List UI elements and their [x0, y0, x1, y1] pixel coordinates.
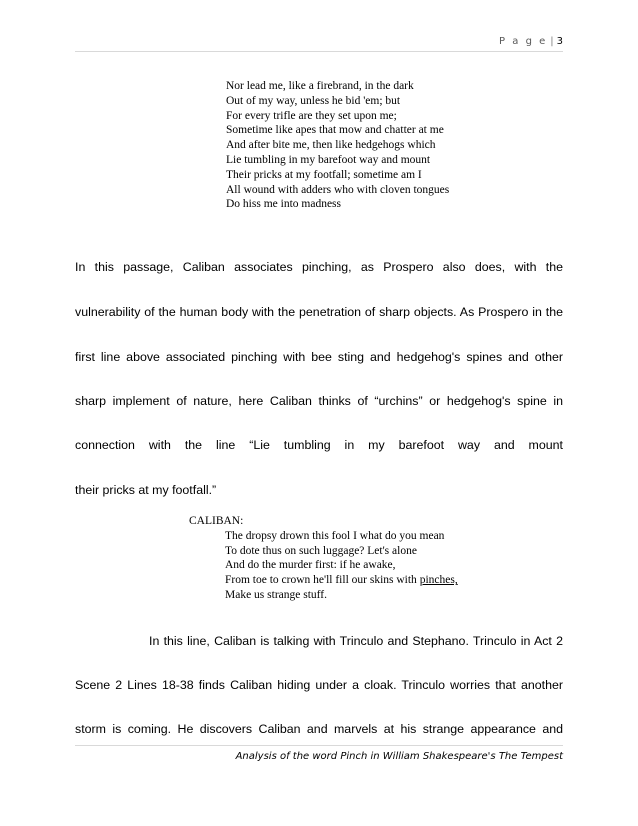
page-label: P a g e — [499, 36, 548, 47]
page-header — [75, 36, 563, 52]
paragraph-1-line: connection with the line “Lie tumbling in my barefoot way and mount — [75, 438, 563, 452]
underlined-word: pinches, — [419, 574, 458, 587]
verse-line: Out of my way, unless he bid 'em; but — [226, 94, 401, 107]
verse-line: To dote thus on such luggage? Let's alone — [225, 544, 417, 557]
verse-line: All wound with adders who with cloven tongues — [226, 183, 450, 196]
paragraph-1-line: In this passage, Caliban associates pinching, as Prospero also does, with the — [75, 260, 563, 274]
verse-quote-1 — [226, 79, 449, 212]
paragraph-2-line: In this line, Caliban is talking with Trinculo and Stephano. Trinculo in Act 2 — [149, 634, 563, 648]
speaker-name: CALIBAN: — [189, 515, 244, 527]
verse-line: The dropsy drown this fool I what do you mean — [225, 529, 445, 542]
verse-line: Make us strange stuff. — [225, 588, 327, 601]
verse-line: And after bite me, then like hedgehogs which — [226, 139, 436, 152]
verse-line: Their pricks at my footfall; sometime am I — [226, 168, 422, 181]
page-separator: | — [550, 36, 554, 47]
paragraph-1-line: vulnerability of the human body with the penetration of sharp objects. As Prospero in the — [75, 305, 563, 319]
verse-line: Nor lead me, like a firebrand, in the dark — [226, 80, 414, 92]
verse-line: Do hiss me into madness — [226, 198, 341, 211]
verse-line — [189, 573, 458, 588]
verse-line: Sometime like apes that mow and chatter at me — [226, 124, 444, 137]
footer-text: Analysis of the word Pinch in William Shakespeare's The Tempest — [235, 751, 563, 762]
page-footer — [75, 745, 563, 762]
paragraph-1-line: first line above associated pinching with bee sting and hedgehog's spines and other — [75, 350, 563, 364]
paragraph-1-line: sharp implement of nature, here Caliban thinks of “urchins” or hedgehog's spine in — [75, 394, 563, 408]
verse-line: And do the murder first: if he awake, — [225, 559, 396, 572]
page-number: 3 — [556, 36, 563, 47]
verse-line: Lie tumbling in my barefoot way and mount — [226, 153, 431, 166]
paragraph-1-line: their pricks at my footfall.” — [75, 483, 217, 497]
paragraph-2-line: storm is coming. He discovers Caliban and marvels at his strange appearance and — [75, 722, 563, 736]
verse-quote-2 — [189, 514, 458, 603]
verse-line: For every trifle are they set upon me; — [226, 109, 397, 122]
paragraph-2-line: Scene 2 Lines 18-38 finds Caliban hiding under a cloak. Trinculo worries that another — [75, 678, 563, 692]
verse-line-text: From toe to crown he'll fill our skins with — [225, 574, 420, 587]
